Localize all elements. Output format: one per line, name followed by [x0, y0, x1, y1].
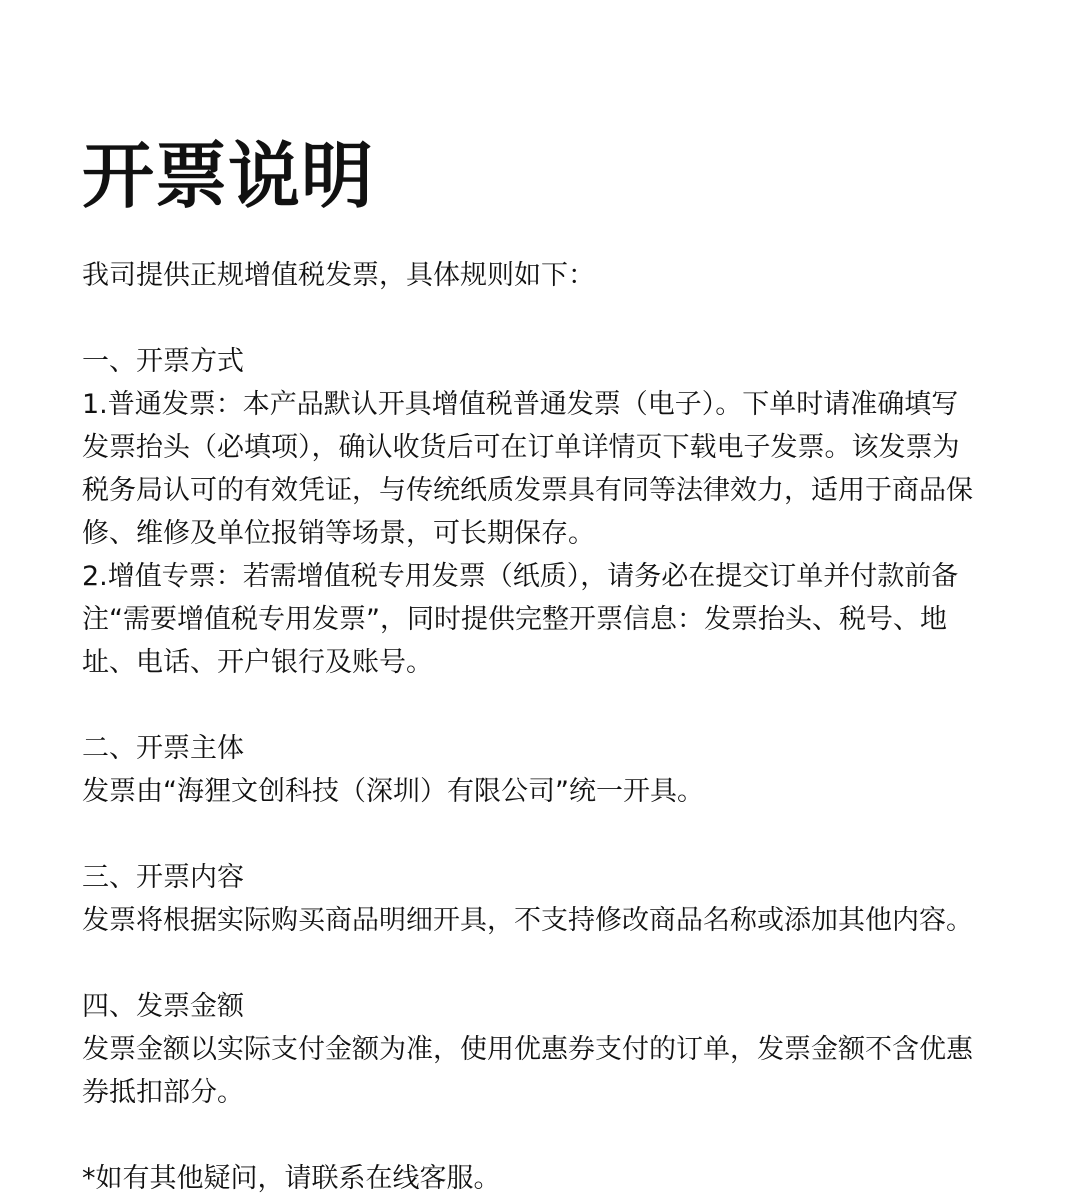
- section-heading: 二、开票主体: [82, 733, 244, 764]
- section-heading: 一、开票方式: [82, 346, 244, 377]
- section-body: [82, 899, 994, 942]
- section-heading: 三、开票内容: [82, 862, 244, 893]
- spacer: [82, 942, 994, 985]
- section-line: 修、维修及单位报销等场景，可长期保存。: [82, 518, 595, 549]
- section-invoice-method: [82, 340, 994, 684]
- intro-text: 我司提供正规增值税发票，具体规则如下：: [82, 260, 595, 291]
- section-line: 址、电话、开户银行及账号。: [82, 647, 433, 678]
- contact-note: *如有其他疑问，请联系在线客服。: [82, 1163, 501, 1194]
- section-line: 发票由“海狸文创科技（深圳）有限公司”统一开具。: [82, 776, 704, 807]
- section-invoice-amount: [82, 985, 994, 1114]
- invoice-instructions-page: [82, 128, 994, 1200]
- page-title: 开票说明: [82, 134, 375, 218]
- section-body: [82, 770, 994, 813]
- spacer: [82, 684, 994, 727]
- section-line: 1.普通发票：本产品默认开具增值税普通发票（电子）。下单时请准确填写: [82, 389, 959, 420]
- section-line: 2.增值专票：若需增值税专用发票（纸质），请务必在提交订单并付款前备: [82, 561, 959, 592]
- section-heading: 四、发票金额: [82, 991, 244, 1022]
- section-line: 发票金额以实际支付金额为准，使用优惠券支付的订单，发票金额不含优惠: [82, 1034, 973, 1065]
- section-body: [82, 1028, 994, 1114]
- section-invoice-content: [82, 856, 994, 942]
- section-invoice-issuer: [82, 727, 994, 813]
- section-line: 注“需要增值税专用发票”，同时提供完整开票信息：发票抬头、税号、地: [82, 604, 947, 635]
- section-line: 发票将根据实际购买商品明细开具，不支持修改商品名称或添加其他内容。: [82, 905, 973, 936]
- section-body: [82, 383, 994, 684]
- section-line: 发票抬头（必填项），确认收货后可在订单详情页下载电子发票。该发票为: [82, 432, 960, 463]
- spacer: [82, 813, 994, 856]
- section-line: 税务局认可的有效凭证，与传统纸质发票具有同等法律效力，适用于商品保: [82, 475, 973, 506]
- section-line: 券抵扣部分。: [82, 1077, 244, 1108]
- spacer: [82, 297, 994, 340]
- spacer: [82, 1114, 994, 1157]
